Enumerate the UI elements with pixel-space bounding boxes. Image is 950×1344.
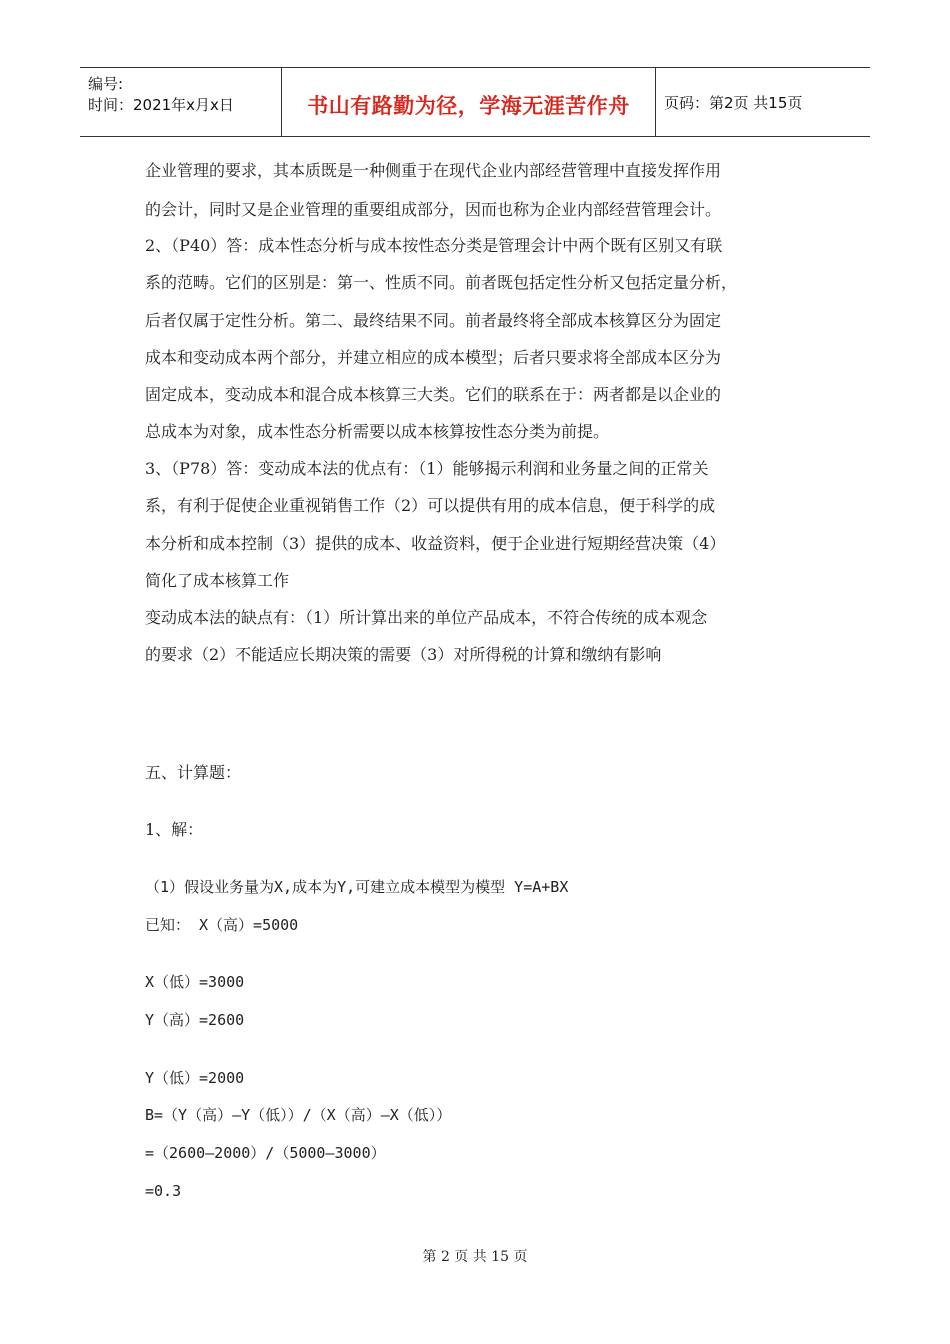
calc-line: 已知： X（高）=5000 <box>145 916 299 934</box>
page-header <box>80 67 870 137</box>
motto: 书山有路勤为径，学海无涯苦作舟 <box>307 94 630 118</box>
calc-line: Y（高）=2600 <box>145 1011 245 1029</box>
header-meta <box>80 68 282 136</box>
body-line: 后者仅属于定性分析。第二、最终结果不同。前者最终将全部成本核算区分为固定 <box>145 311 722 330</box>
calc-line: （1）假设业务量为X,成本为Y,可建立成本模型为模型 Y=A+BX <box>145 878 569 896</box>
calc-line: Y（低）=2000 <box>145 1069 245 1087</box>
body-line: 变动成本法的缺点有：（1）所计算出来的单位产品成本，不符合传统的成本观念 <box>145 608 708 627</box>
page-footer: 第 2 页 共 15 页 <box>422 1249 528 1265</box>
body-line: 成本和变动成本两个部分，并建立相应的成本模型；后者只要求将全部成本区分为 <box>145 348 722 367</box>
header-motto-cell <box>282 68 656 136</box>
number-label: 编号: <box>88 75 124 93</box>
body-line: 的要求（2）不能适应长期决策的需要（3）对所得税的计算和缴纳有影响 <box>145 645 662 664</box>
calc-line: B=（Y（高）—Y（低））/（X（高）—X（低）） <box>145 1106 452 1124</box>
calc-line: =（2600—2000）/（5000—3000） <box>145 1144 386 1162</box>
solution-label: 1、解： <box>145 820 204 839</box>
page-code: 页码：第2页 共15页 <box>664 94 803 112</box>
time-label: 时间：2021年x月x日 <box>88 96 234 114</box>
body-line: 本分析和成本控制（3）提供的成本、收益资料，便于企业进行短期经营决策（4） <box>145 534 726 553</box>
body-line: 系，有利于促使企业重视销售工作（2）可以提供有用的成本信息，便于科学的成 <box>145 496 716 515</box>
section-title: 五、计算题： <box>145 763 242 782</box>
body-line: 企业管理的要求，其本质既是一种侧重于在现代企业内部经营管理中直接发挥作用 <box>145 161 722 180</box>
body-line: 固定成本，变动成本和混合成本核算三大类。它们的联系在于：两者都是以企业的 <box>145 385 722 404</box>
body-line: 总成本为对象，成本性态分析需要以成本核算按性态分类为前提。 <box>145 422 610 441</box>
body-line: 简化了成本核算工作 <box>145 571 290 590</box>
body-line: 3、（P78）答：变动成本法的优点有：（1）能够揭示利润和业务量之间的正常关 <box>145 459 709 478</box>
body-line: 2、（P40）答：成本性态分析与成本按性态分类是管理会计中两个既有区别又有联 <box>145 236 723 255</box>
calc-line: =0.3 <box>145 1182 182 1200</box>
calc-line: X（低）=3000 <box>145 973 245 991</box>
body-line: 系的范畴。它们的区别是：第一、性质不同。前者既包括定性分析又包括定量分析， <box>145 273 738 292</box>
body-line: 的会计，同时又是企业管理的重要组成部分，因而也称为企业内部经营管理会计。 <box>145 200 722 219</box>
